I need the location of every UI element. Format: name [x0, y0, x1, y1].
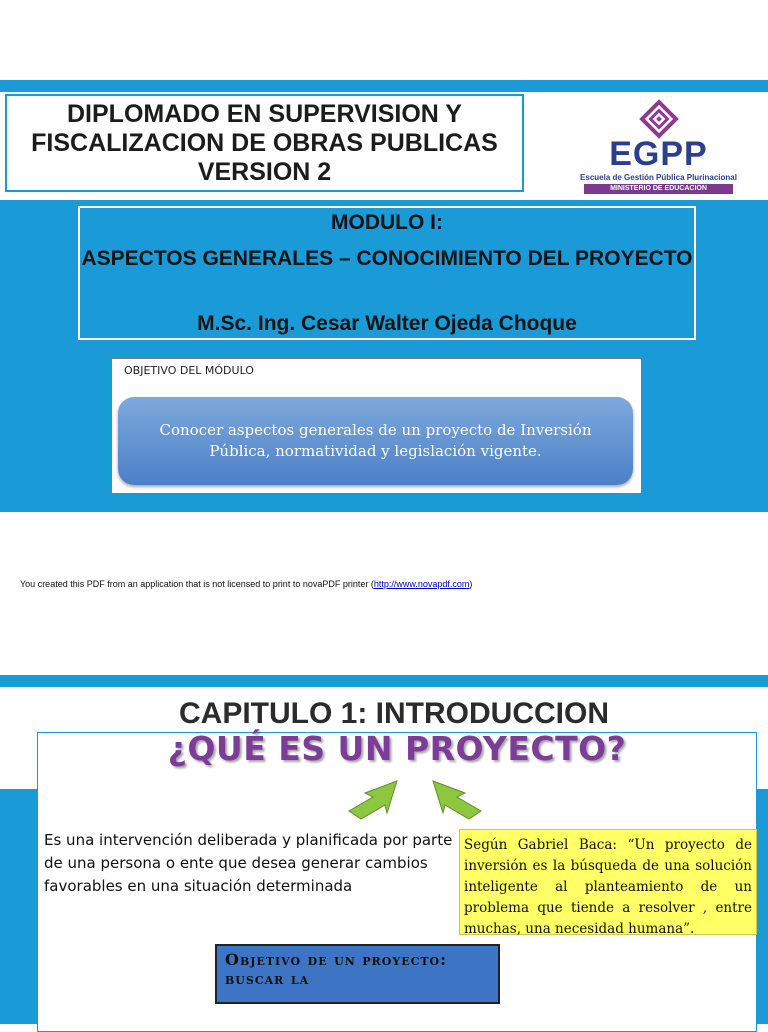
modulo-title: MODULO I: [331, 211, 443, 234]
objective-heading-box: Objetivo de un proyecto: buscar la [215, 944, 500, 1004]
arrow-down-right-icon [429, 779, 489, 823]
objetivo-text: Conocer aspectos generales de un proyecto de Inversión Pública, normatividad y legislación vigente. [159, 421, 592, 460]
diplomado-title: DIPLOMADO EN SUPERVISION Y FISCALIZACION DE OBRAS PUBLICAS VERSION 2 [31, 99, 498, 186]
slide-2 [0, 675, 768, 1024]
objetivo-box [111, 358, 642, 494]
chapter-title: CAPITULO 1: INTRODUCCION [179, 697, 609, 730]
notice-prefix: You created this PDF from an application that is not licensed to print to novaPDF printer ( [20, 579, 374, 589]
diplomado-title-box [5, 94, 524, 192]
modulo-author: M.Sc. Ing. Cesar Walter Ojeda Choque [197, 312, 577, 335]
baca-quote-box: Según Gabriel Baca: “Un proyecto de inversión es la búsqueda de una solución inteligente al planteamiento de un problema que tiende a resolver , entre muchas, una necesidad humana”. [459, 829, 757, 935]
question-title: ¿QUÉ ES UN PROYECTO? [167, 729, 627, 768]
modulo-box [78, 206, 696, 340]
arrow-down-left-icon [341, 779, 401, 823]
notice-suffix: ) [469, 579, 473, 589]
objetivo-label: OBJETIVO DEL MÓDULO [124, 364, 254, 377]
novapdf-link[interactable]: http://www.novapdf.com [373, 579, 470, 589]
objetivo-pill [118, 397, 633, 485]
egpp-wordmark: EGPP [609, 135, 708, 173]
content-box [37, 729, 757, 1032]
definition-text: Es una intervención deliberada y planificada por parte de una persona o ente que desea generar cambios favorables en una situación determinada [44, 831, 453, 895]
novapdf-notice [20, 579, 472, 589]
egpp-logo [578, 93, 739, 196]
egpp-ministry-bar: MINISTERIO DE EDUCACIÓN [584, 184, 733, 194]
slide-1 [0, 80, 768, 512]
modulo-subtitle: ASPECTOS GENERALES – CONOCIMIENTO DEL PROYECTO [81, 247, 693, 270]
egpp-diamond-icon [639, 99, 679, 139]
egpp-school-name: Escuela de Gestión Pública Plurinacional [580, 173, 737, 182]
